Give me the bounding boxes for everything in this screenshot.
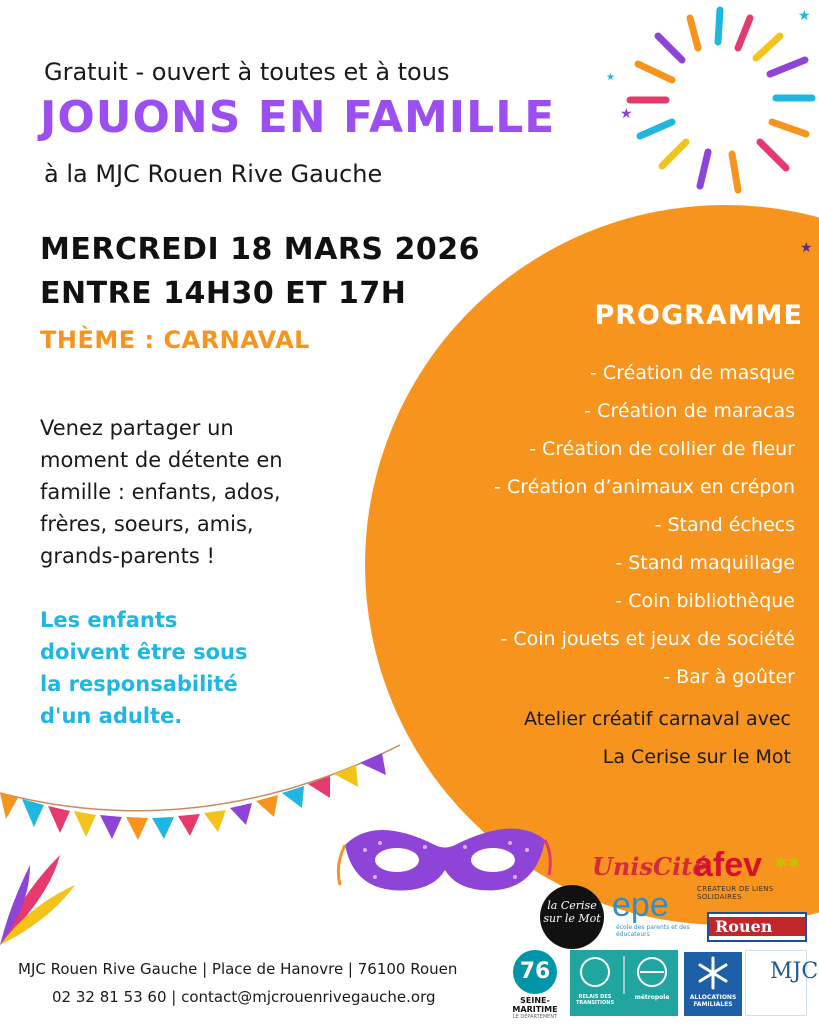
event-theme: THÈME : CARNAVAL bbox=[40, 326, 310, 354]
atelier-line: La Cerise sur le Mot bbox=[602, 746, 791, 768]
mjc-logo-text: MJC bbox=[770, 959, 819, 984]
programme-item: - Coin bibliothèque bbox=[615, 590, 795, 612]
intro-line: famille : enfants, ados, bbox=[40, 480, 281, 504]
seine-maritime-name: SEINE-MARITIME bbox=[512, 996, 558, 1014]
afev-stars-icon: ✱✱ bbox=[775, 854, 801, 872]
atelier-note bbox=[524, 700, 791, 776]
programme-item: - Création de masque bbox=[590, 362, 795, 384]
warning-line: doivent être sous bbox=[40, 640, 248, 664]
event-title: JOUONS EN FAMILLE bbox=[40, 92, 556, 143]
event-venue: à la MJC Rouen Rive Gauche bbox=[44, 160, 383, 188]
warning-line: d'un adulte. bbox=[40, 704, 183, 728]
seine-maritime-subtitle: LE DÉPARTEMENT bbox=[512, 1014, 558, 1020]
programme-item: - Création de maracas bbox=[584, 400, 795, 422]
rouen-logo-text: Rouen bbox=[709, 917, 805, 936]
footer-contact: 02 32 81 53 60 | contact@mjcrouenrivegauche.org bbox=[52, 988, 436, 1006]
intro-line: frères, soeurs, amis, bbox=[40, 512, 254, 536]
feathers-illustration bbox=[0, 835, 80, 945]
warning-line: la responsabilité bbox=[40, 672, 238, 696]
intro-line: grands-parents ! bbox=[40, 544, 215, 568]
svg-text:★: ★ bbox=[800, 240, 813, 256]
rouen-logo bbox=[707, 912, 807, 942]
caf-logo-text: ALLOCATIONS FAMILIALES bbox=[689, 994, 737, 1008]
afev-tagline: CRÉATEUR DE LIENS SOLIDAIRES bbox=[697, 885, 774, 901]
programme-item: - Création de collier de fleur bbox=[529, 438, 795, 460]
svg-text:★: ★ bbox=[798, 8, 811, 24]
event-time: ENTRE 14H30 ET 17H bbox=[40, 276, 407, 311]
programme-heading: PROGRAMME bbox=[594, 300, 803, 331]
warning-line: Les enfants bbox=[40, 608, 178, 632]
supervision-warning bbox=[40, 604, 320, 732]
caf-snowflake-icon bbox=[684, 952, 742, 992]
event-date: MERCREDI 18 MARS 2026 bbox=[40, 232, 480, 267]
epe-logo-subtitle: école des parents et des éducateurs bbox=[616, 924, 690, 938]
footer-address: MJC Rouen Rive Gauche | Place de Hanovre | 76100 Rouen bbox=[18, 960, 458, 978]
svg-text:★: ★ bbox=[606, 72, 615, 83]
intro-line: moment de détente en bbox=[40, 448, 283, 472]
atelier-line: Atelier créatif carnaval avec bbox=[523, 708, 791, 730]
programme-item: - Stand maquillage bbox=[615, 552, 795, 574]
metropole-logo-text: métropole bbox=[634, 994, 670, 1001]
programme-list bbox=[494, 354, 795, 696]
uniscite-logo: UnisCité bbox=[592, 852, 708, 881]
programme-item: - Bar à goûter bbox=[663, 666, 795, 688]
programme-item: - Création d’animaux en crépon bbox=[494, 476, 795, 498]
programme-item: - Coin jouets et jeux de société bbox=[500, 628, 795, 650]
relais-logo-text: RELAIS DES TRANSITIONS bbox=[576, 994, 615, 1006]
intro-text bbox=[40, 412, 360, 572]
epe-logo bbox=[608, 886, 703, 946]
relais-metropole-icon bbox=[570, 950, 678, 994]
mjc-logo bbox=[745, 950, 819, 1016]
intro-line: Venez partager un bbox=[40, 416, 234, 440]
seine-maritime-number: 76 bbox=[513, 950, 557, 994]
carnival-mask-illustration bbox=[335, 805, 555, 915]
seine-maritime-logo bbox=[500, 950, 570, 1020]
epe-logo-name: epe bbox=[612, 886, 669, 924]
relais-metropole-logo bbox=[570, 950, 678, 1016]
event-subtitle: Gratuit - ouvert à toutes et à tous bbox=[44, 58, 450, 86]
fireworks-illustration bbox=[600, 0, 819, 260]
cerise-sur-le-mot-logo: la Cerise sur le Mot bbox=[540, 885, 604, 949]
caf-logo bbox=[684, 952, 742, 1016]
afev-logo: afev bbox=[694, 846, 763, 884]
svg-text:★: ★ bbox=[620, 106, 633, 122]
programme-item: - Stand échecs bbox=[654, 514, 795, 536]
